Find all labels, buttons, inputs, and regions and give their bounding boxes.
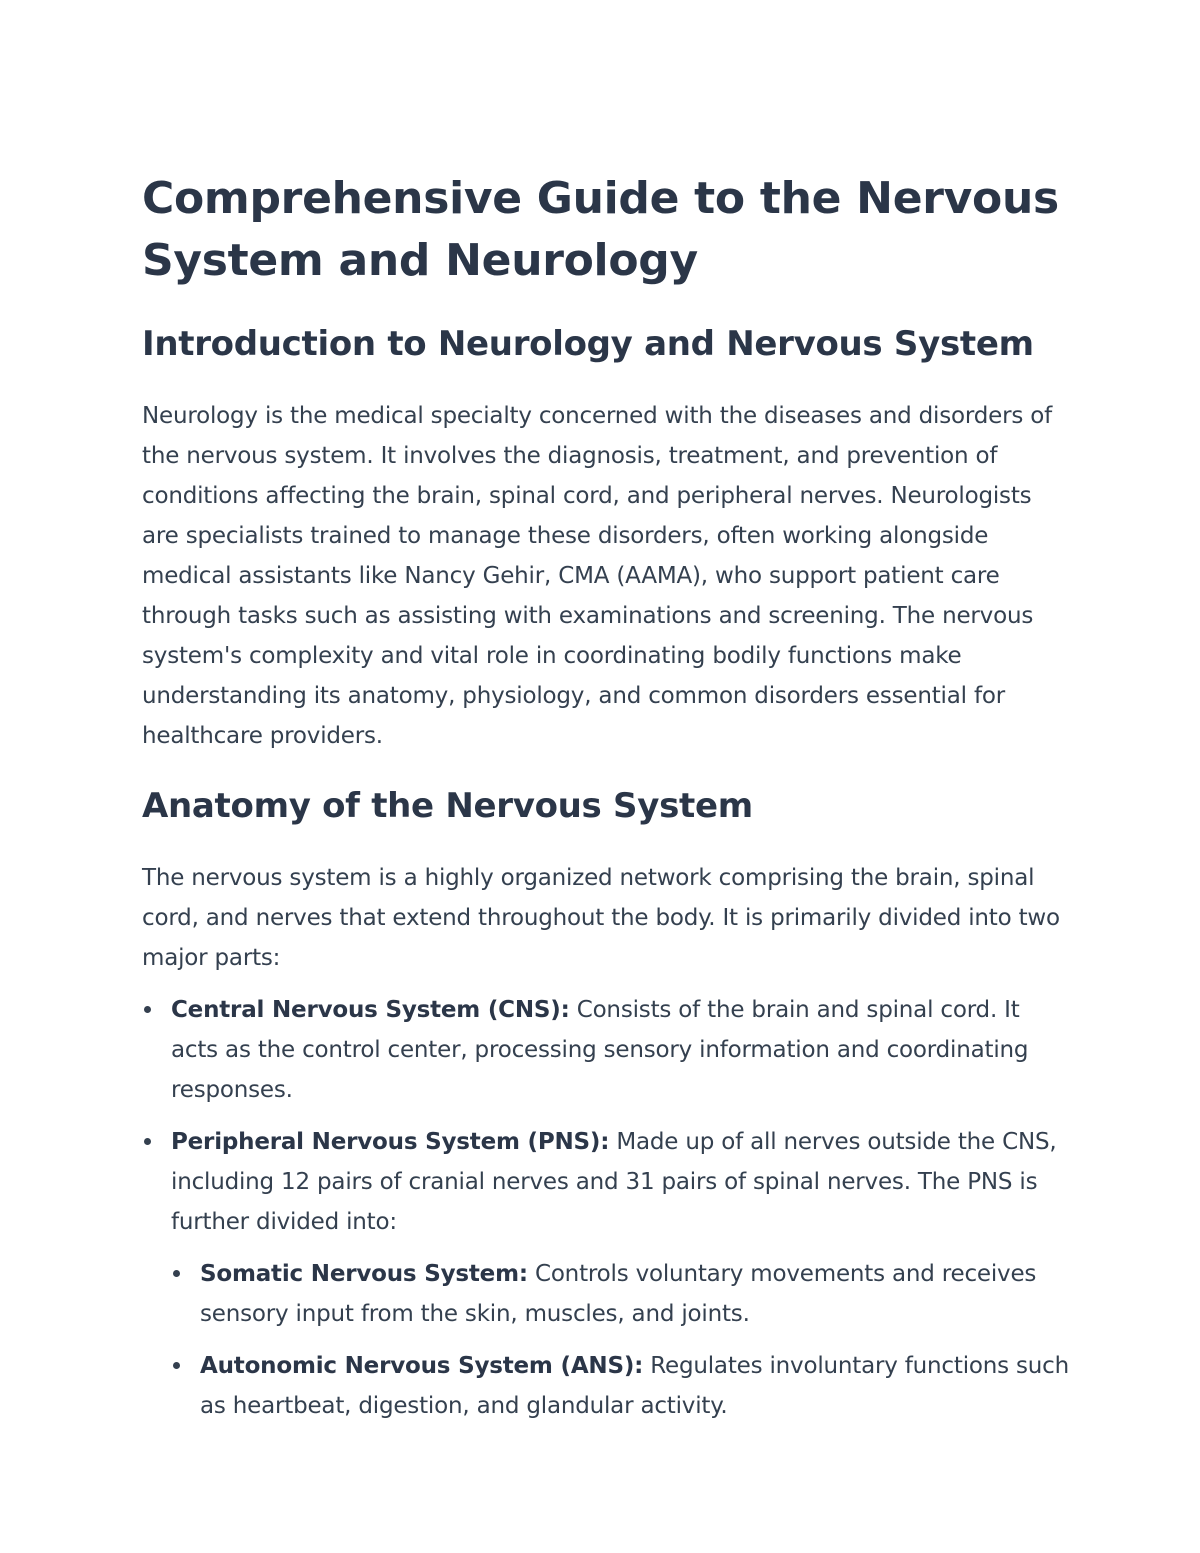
bullet-icon [173,1270,180,1277]
section-heading-introduction: Introduction to Neurology and Nervous System [142,324,1034,364]
pns-subdivisions-list [171,1254,1072,1426]
anatomy-paragraph: The nervous system is a highly organized network comprising the brain, spinal cord, and nerves that extend throughout the body. It is primarily divided into two major parts: [142,865,1060,971]
list-item-autonomic [171,1346,1072,1426]
list-item-term: Central Nervous System (CNS): [171,997,570,1023]
list-item-text: Controls voluntary movements and receives sensory input from the skin, muscles, and joints. [200,1261,1037,1327]
list-item-text: Consists of the brain and spinal cord. It acts as the control center, processing sensory information and coordinating responses. [171,997,1029,1103]
list-item-text: Regulates involuntary functions such as heartbeat, digestion, and glandular activity. [200,1353,1070,1419]
bullet-icon [144,1138,151,1145]
document-page [142,168,1072,1438]
introduction-paragraph: Neurology is the medical specialty concerned with the diseases and disorders of the nervous system. It involves the diagnosis, treatment, and prevention of conditions affecting the brain, spinal cord, and peripheral nerves. Neurologists are specialists trained to manage these disorders, often working alongside medical assistants like Nancy Gehir, CMA (AAMA), who support patient care through tasks such as assisting with examinations and screening. The nervous system's complexity and vital role in coordinating bodily functions make understanding its anatomy, physiology, and common disorders essential for healthcare providers. [142,403,1052,749]
list-item-text: Made up of all nerves outside the CNS, including 12 pairs of cranial nerves and 31 pairs of spinal nerves. The PNS is further divided into: [171,1129,1057,1235]
list-item-cns [142,990,1072,1110]
list-item-term: Peripheral Nervous System (PNS): [171,1129,610,1155]
list-item-somatic [171,1254,1072,1334]
bullet-icon [144,1006,151,1013]
list-item-pns [142,1122,1072,1426]
list-item-term: Somatic Nervous System: [200,1261,528,1287]
nervous-system-parts-list [142,990,1072,1426]
document-title: Comprehensive Guide to the Nervous System and Neurology [142,173,1059,286]
list-item-term: Autonomic Nervous System (ANS): [200,1353,644,1379]
section-heading-anatomy: Anatomy of the Nervous System [142,786,753,826]
bullet-icon [173,1362,180,1369]
